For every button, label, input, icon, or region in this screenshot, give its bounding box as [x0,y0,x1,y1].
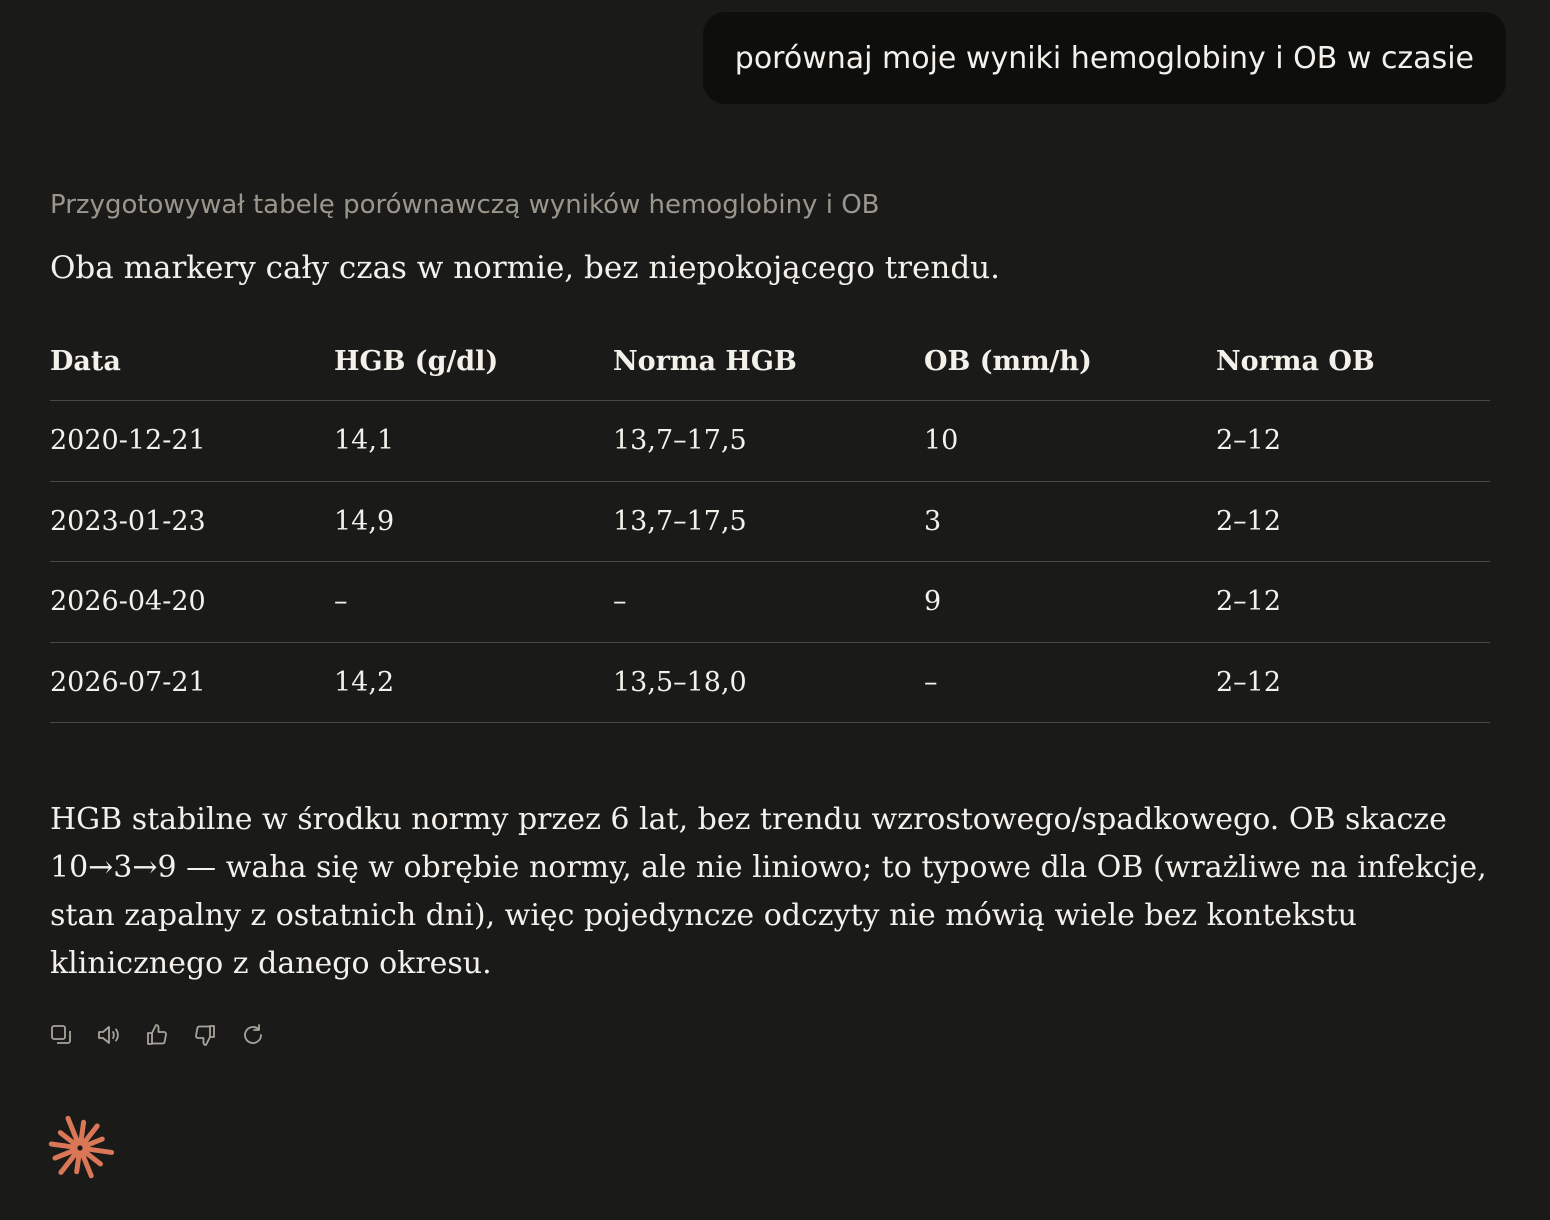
summary-line: HGB stabilne w środku normy przez 6 lat, bez trendu wzrostowego/spadkowego. OB skacze [50,802,1447,837]
table-cell: 13,5–18,0 [613,666,747,698]
table-cell: 2020-12-21 [50,425,206,457]
table-cell: 3 [924,505,942,537]
table-header-cell: OB (mm/h) [924,345,1092,377]
table-header-cell: Norma HGB [613,345,797,377]
table-cell: 13,7–17,5 [613,505,747,537]
table-cell: 2–12 [1216,666,1282,698]
table-row [50,401,1490,482]
table-row [50,562,1490,643]
retry-icon [241,1023,265,1047]
table-cell: 14,2 [334,666,395,698]
thumbs-up-icon [145,1023,169,1047]
response-summary [50,796,1490,988]
table-cell: 2–12 [1216,425,1282,457]
table-header-cell: HGB (g/dl) [334,345,499,377]
read-aloud-button[interactable] [96,1020,122,1050]
thumbs-up-button[interactable] [144,1020,170,1050]
table-cell: 14,9 [334,505,395,537]
retry-button[interactable] [240,1020,266,1050]
summary-line: klinicznego z danego okresu. [50,946,492,981]
user-message-text: porównaj moje wyniki hemoglobiny i OB w czasie [734,40,1474,76]
summary-line: stan zapalny z ostatnich dni), więc pojedyncze odczyty nie mówią wiele bez kontekstu [50,898,1358,933]
table-cell: 2026-07-21 [50,666,206,698]
table-cell: 10 [924,425,959,457]
assistant-logo-icon [46,1114,114,1182]
table-cell: – [334,586,348,618]
table-row [50,643,1490,724]
table-header-row [50,322,1490,401]
thinking-status[interactable]: Przygotowywał tabelę porównawczą wyników hemoglobiny i OB [50,190,880,220]
user-message-bubble [703,12,1506,104]
table-cell: 9 [924,586,942,618]
table-cell: – [613,586,627,618]
table-cell: – [924,666,938,698]
table-cell: 2–12 [1216,505,1282,537]
table-cell: 2023-01-23 [50,505,206,537]
message-actions [48,1020,266,1050]
table-cell: 2026-04-20 [50,586,206,618]
speaker-icon [96,1023,122,1047]
copy-icon [49,1023,73,1047]
table-row [50,482,1490,563]
response-lead: Oba markery cały czas w normie, bez niepokojącego trendu. [50,250,1000,286]
table-header-cell: Norma OB [1216,345,1375,377]
results-table [50,322,1490,723]
thumbs-down-button[interactable] [192,1020,218,1050]
table-cell: 2–12 [1216,586,1282,618]
summary-line: 10→3→9 — waha się w obrębie normy, ale nie liniowo; to typowe dla OB (wrażliwe na infekcje, [50,850,1487,885]
copy-button[interactable] [48,1020,74,1050]
thumbs-down-icon [193,1023,217,1047]
table-header-cell: Data [50,345,121,377]
table-cell: 14,1 [334,425,395,457]
table-cell: 13,7–17,5 [613,425,747,457]
